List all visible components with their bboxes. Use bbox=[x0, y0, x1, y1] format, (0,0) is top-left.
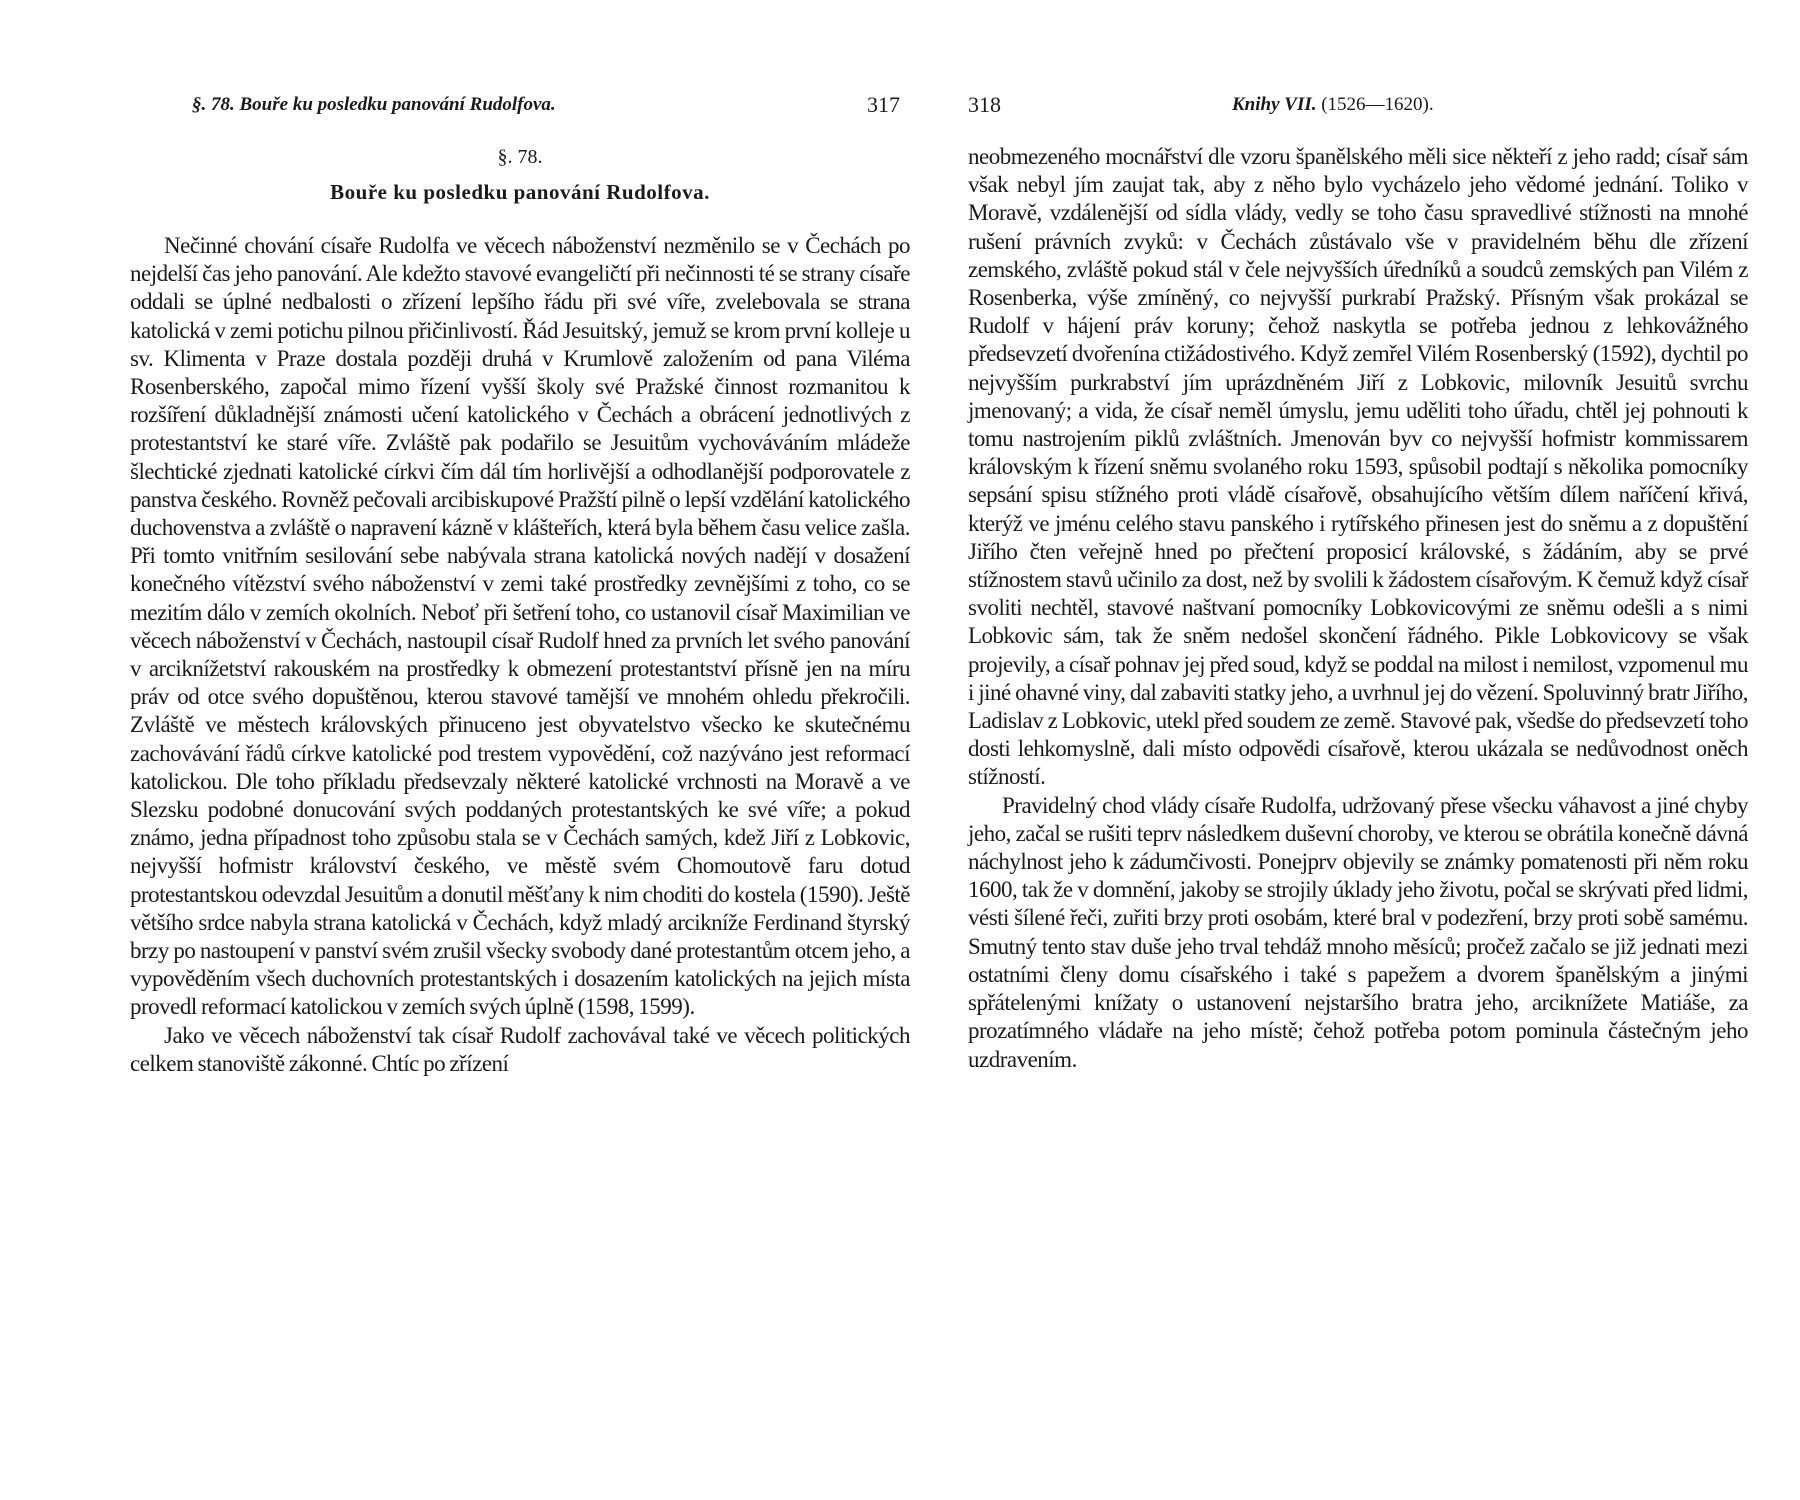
left-paragraph-2: Jako ve věcech náboženství tak císař Rudolf zachovával také ve věcech politických celkem stanoviště zákonné. Chtíc po zřízení bbox=[130, 1022, 910, 1076]
left-running-head bbox=[130, 90, 910, 120]
section-title: Bouře ku posledku panování Rudolfova. bbox=[330, 180, 710, 204]
section-number: §. 78. bbox=[497, 146, 543, 168]
right-page bbox=[968, 0, 1748, 1500]
left-running-head-title: §. 78. Bouře ku posledku panování Rudolfova. bbox=[192, 94, 556, 115]
right-running-head-years: (1526—1620). bbox=[1321, 94, 1434, 115]
left-page-number: 317 bbox=[867, 92, 900, 117]
right-running-head bbox=[968, 90, 1748, 120]
right-running-head-title bbox=[1232, 90, 1434, 120]
left-page bbox=[130, 0, 910, 1500]
left-paragraph-1: Nečinné chování císaře Rudolfa ve věcech náboženství nezměnilo se v Čechách po nejdelší čas jeho panování. Ale kdežto stavové evangeličtí při nečinnosti té se strany císaře oddali se úplné nedbalosti o zřízení lepšího řádu při své víře, zvelebovala se strana katolická v zemi potichu pilnou přičinlivostí. Řád Jesuitský, jemuž se krom první kolleje u sv. Klimenta v Praze dostala později druhá v Krumlově založením od pana Viléma Rosenberského, započal mimo řízení vyšší školy své Pražské činnost rozmanitou k rozšíření důkladnější známosti učení katolického v Čechách a obrácení jednotlivých z protestantství ke staré víře. Zvláště pak podařilo se Jesuitům vychováváním mládeže šlechtické zjednati katolické církvi čím dál tím horlivější a odhodlanější podporovatele z panstva českého. Rovněž pečovali arcibiskupové Pražští pilně o lepší vzdělání katolického duchovenstva a zvláště o napravení kázně v klášteřích, která byla během času velice zašla. Při tomto vnitřním sesilování sebe nabývala strana katolická nových nadějí v dosažení konečného vítězství svého náboženství v zemi také prostředky zevnějšími z toho, co se mezitím dálo v zemích okolních. Neboť při šetření toho, co ustanovil císař Maximilian ve věcech náboženství v Čechách, nastoupil císař Rudolf hned za prvních let svého panování v arciknížetství rakouském na prostředky k obmezení protestantství přísně jen na míru práv od otce svého dopuštěnou, kterou stavové tamější ve mnohém ohledu překročili. Zvláště ve městech královských přinuceno jest obyvatelstvo všecko ke skutečnému zachovávání řádů církve katolické pod trestem vypovědění, což nazýváno jest reformací katolickou. Dle toho příkladu předsevzaly některé katolické vrchnosti na Moravě a ve Slezsku podobné donucování svých poddaných protestantských ke své víře; a pokud známo, jedna případnost toho způsobu stala se v Čechách samých, kdež Jiří z Lobkovic, nejvyšší hofmistr království českého, ve městě svém Chomoutově faru dotud protestantskou odevzdal Jesuitům a donutil měšťany k nim choditi do kostela (1590). Ještě většího srdce nabyla strana katolická v Čechách, když mladý arcikníže Ferdinand štyrský brzy po nastoupení v panství svém zrušil všecky svobody dané protestantům otcem jeho, a vypověděním všech duchovních protestantských i dosazením katolických na jejich místa provedl reformací katolickou v zemích svých úplně (1598, 1599). bbox=[130, 233, 910, 1020]
right-body-text bbox=[968, 143, 1748, 1074]
left-body-text bbox=[130, 232, 910, 1078]
right-paragraph-2: Pravidelný chod vlády císaře Rudolfa, udržovaný přese všecku váhavost a jiné chyby jeho, začal se rušiti teprv následkem duševní choroby, ve kterou se obrátila konečně dávná náchylnost jeho k zádumčivosti. Ponejprv objevily se známky pomatenosti při něm roku 1600, tak že v domnění, jakoby se strojily úklady jeho životu, počal se skrývati před lidmi, vésti šílené řeči, zuřiti brzy proti osobám, které bral v podezření, brzy proti sobě samému. Smutný tento stav duše jeho trval tehdáž mnoho měsíců; pročež začalo se již jednati mezi ostatními členy domu císařského i také s papežem a dvorem španělským a jinými spřátelenými knížaty o ustanovení nejstaršího bratra jeho, arciknížete Matiáše, za prozatímného vládaře na jeho místě; čehož potřeba potom pominula částečným jeho uzdravením. bbox=[968, 792, 1748, 1072]
right-paragraph-1: neobmezeného mocnářství dle vzoru španělského měli sice někteří z jeho radd; císař sám však nebyl jím zaujat tak, aby z něho bylo vycházelo jeho vědomé jednání. Toliko v Moravě, vzdálenější od sídla vlády, vedly se toho času spravedlivé stížnosti na mnohé rušení právních zvyků: v Čechách zůstávalo vše v pravidelném běhu dle zřízení zemského, zvláště pokud stál v čele nejvyšších úředníků a soudců zemských pan Vilém z Rosenberka, výše zmíněný, co nejvyšší purkrabí Pražský. Přísným však prokázal se Rudolf v hájení práv koruny; čehož naskytla se potřeba jednou z lehkovážného předsevzetí dvořenína ctižádostivého. Když zemřel Vilém Rosenberský (1592), dychtil po nejvyšším purkrabství jím uprázdněném Jiří z Lobkovic, milovník Jesuitů svrchu jmenovaný; a vida, že císař neměl úmyslu, jemu uděliti toho úřadu, chtěl jej pohnouti k tomu nastrojením piklů zvláštních. Jmenován byv co nejvyšší hofmistr kommissarem královským k řízení sněmu svolaného roku 1593, spůsobil podtají s několika pomocníky sepsání spisu stížného proti vládě císařově, obsahujícího větším dílem naříčení křivá, kterýž ve jménu celého stavu panského i rytířského přinesen jest do sněmu a z dopuštění Jiřího čten veřejně hned po přečtení proposicí královské, s žádáním, aby se prvé stížnostem stavů učinilo za dost, než by svolili k žádostem císařovým. K čemuž když císař svoliti nechtěl, stavové naštvaní pomocníky Lobkovicovými ze sněmu odešli a s nimi Lobkovic sám, tak že sněm nedošel skončení řádného. Pikle Lobkovicovy se však projevily, a císař pohnav jej před soud, když se poddal na milost i nemilost, vzpomenul mu i jiné ohavné viny, dal zabaviti statky jeho, a uvrhnul jej do vězení. Spoluvinný bratr Jiřího, Ladislav z Lobkovic, utekl před soudem ze země. Stavové pak, všedše do předsevzetí toho dosti lehkomyslně, dali místo odpovědi císařově, kterou ukázala se nedůvodnost oněch stížností. bbox=[968, 144, 1748, 790]
right-page-number: 318 bbox=[968, 92, 1001, 117]
right-running-head-book: Knihy VII. bbox=[1232, 94, 1317, 115]
